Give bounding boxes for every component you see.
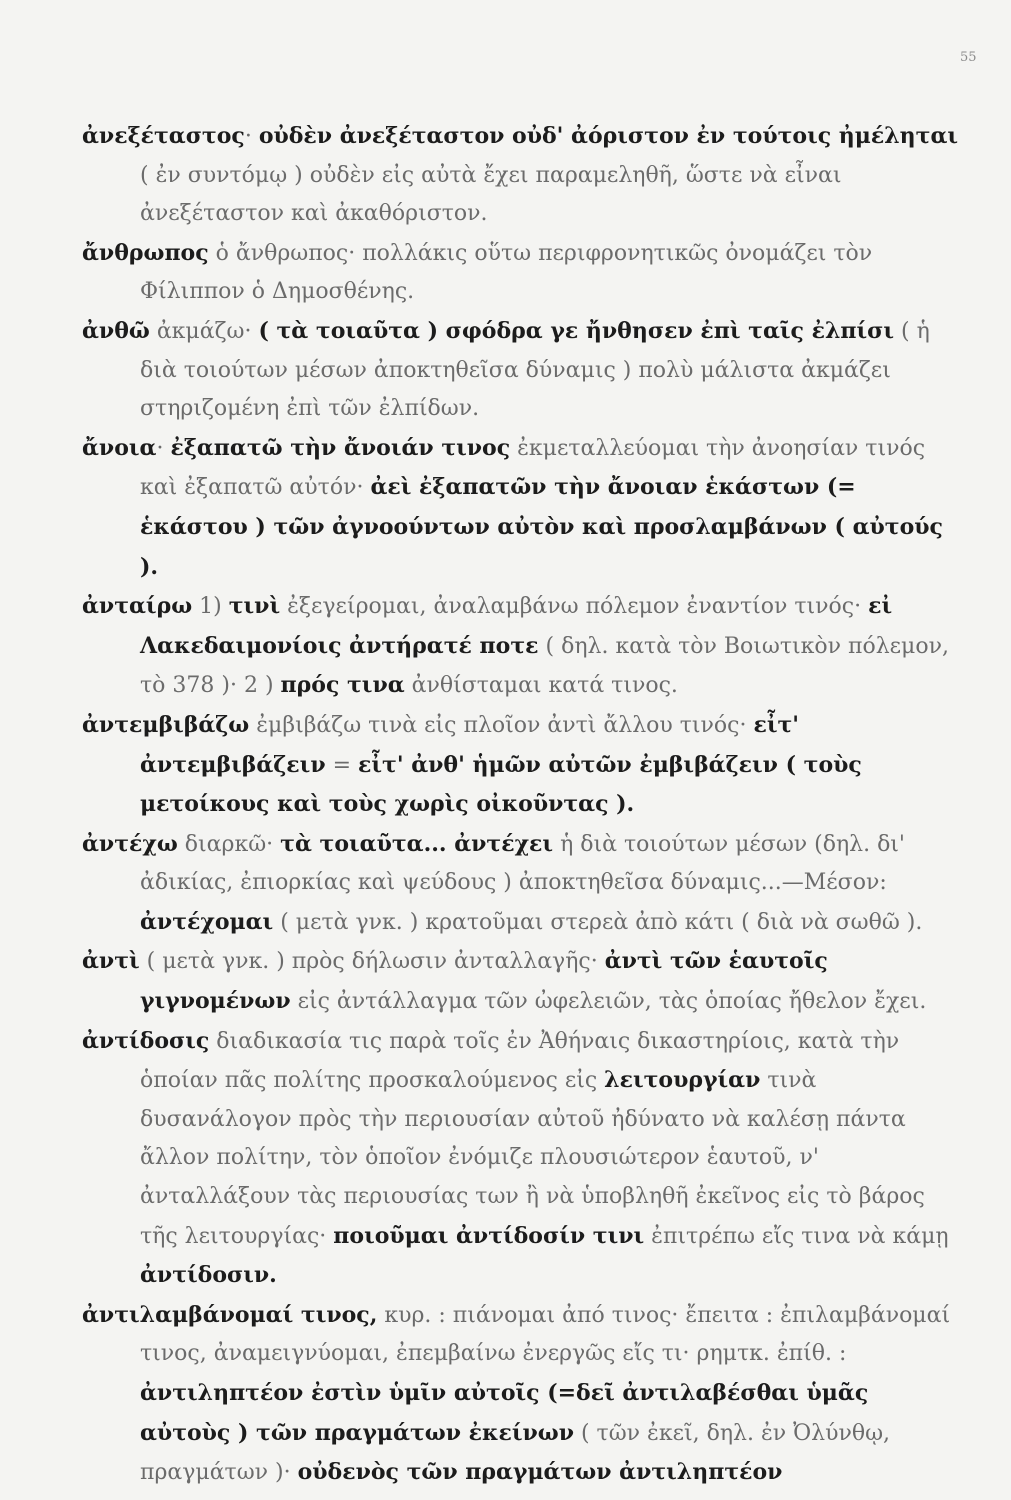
entry-gloss: ( ἐν συντόμῳ ) οὐδὲν εἰς αὐτὰ ἔχει παραμεληθῆ, ὥστε νὰ εἶναι ἀνεξέταστον καὶ ἀκαθόριστον. bbox=[140, 162, 842, 227]
dictionary-entry bbox=[82, 117, 960, 234]
entry-gloss: ( μετὰ γνκ. ) κρατοῦμαι στερεὰ ἀπὸ κάτι ( διὰ νὰ σωθῶ ). bbox=[273, 909, 923, 935]
entry-gloss: διαρκῶ· bbox=[177, 831, 281, 857]
entry-phrase: τινὶ bbox=[228, 593, 281, 620]
entry-headword: ἀνεξέταστος bbox=[82, 123, 245, 149]
entry-headword: ἄνοια bbox=[82, 434, 157, 461]
dictionary-entry bbox=[82, 942, 960, 1021]
entry-phrase: εἰ Λακεδαιμονίοις ἀντήρατέ ποτε bbox=[140, 593, 893, 659]
entry-text bbox=[82, 706, 960, 825]
entry-phrase: ἀντιληπτέον ἐστὶν ὑμῖν αὐτοῖς (=δεῖ ἀντιλαβέσθαι ὑμᾶς αὐτοὺς ) τῶν πραγμάτων ἐκείνων bbox=[140, 1380, 869, 1446]
dictionary-entry bbox=[82, 312, 960, 429]
entry-text bbox=[82, 942, 960, 1021]
entry-text bbox=[82, 1296, 960, 1493]
dictionary-entry bbox=[82, 587, 960, 706]
entry-text bbox=[82, 429, 960, 587]
entry-text bbox=[82, 825, 960, 943]
entry-headword: ἀντίδοσις bbox=[82, 1027, 210, 1054]
entry-headword: ἀντὶ bbox=[82, 948, 140, 975]
entry-phrase: ( τὰ τοιαῦτα ) σφόδρα γε ἤνθησεν ἐπὶ ταῖς ἐλπίσι bbox=[258, 317, 894, 344]
entry-phrase: εἶτ' ἀνθ' ἡμῶν αὐτῶν ἐμβιβάζειν ( τοὺς μετοίκους καὶ τοὺς χωρὶς οἰκοῦντας ). bbox=[140, 751, 862, 818]
entry-gloss: ( τῶν ἐκεῖ, δηλ. ἐν Ὀλύνθῳ, πραγμάτων )· bbox=[140, 1420, 891, 1486]
entry-headword: ἀντιλαμβάνομαί τινος, bbox=[82, 1301, 378, 1328]
entry-text bbox=[82, 1022, 960, 1296]
entry-gloss: ὁ ἄνθρωπος· πολλάκις οὕτω περιφρονητικῶς ὀνομάζει τὸν Φίλιππον ὁ Δημοσθένης. bbox=[140, 240, 873, 305]
entry-gloss: τινὰ δυσανάλογον πρὸς τὴν περιουσίαν αὐτοῦ ἠδύνατο νὰ καλέσῃ πάντα ἄλλον πολίτην, τὸν ὁποῖον ἐνόμιζε πλουσιώτερον ἑαυτοῦ, ν' ἀνταλλάξουν τὰς περιουσίας των ἢ νὰ ὑποβληθῆ ἐκεῖνος εἰς τὸ βάρος τῆς λειτουργίας· bbox=[140, 1068, 925, 1249]
entry-gloss: ( ἡ διὰ τοιούτων μέσων ἀποκτηθεῖσα δύναμις ) πολὺ μάλιστα ἀκμάζει στηριζομένη ἐπὶ τῶν ἐλπίδων. bbox=[140, 318, 930, 422]
entry-gloss: ἐμβιβάζω τινὰ εἰς πλοῖον ἀντὶ ἄλλου τινός· bbox=[249, 712, 754, 738]
entry-gloss: ἐκμεταλλεύομαι τὴν ἀνοησίαν τινός καὶ ἐξαπατῶ αὐτόν· bbox=[140, 435, 926, 501]
entry-headword: ἀνθῶ bbox=[82, 317, 150, 344]
dictionary-entry bbox=[82, 234, 960, 312]
entry-phrase: τὰ τοιαῦτα... ἀντέχει bbox=[280, 830, 554, 857]
entry-headword: ἀντεμβιβάζω bbox=[82, 711, 250, 738]
entry-phrase: οὐδενὸς τῶν πραγμάτων ἀντιληπτέον bbox=[297, 1459, 783, 1486]
entry-phrase: ἀεὶ ἐξαπατῶν τὴν ἄνοιαν ἑκάστων (= ἑκάστου ) τῶν ἀγνοούντων αὐτὸν καὶ προσλαμβάνων ( αὐτούς ). bbox=[140, 474, 943, 580]
entry-headword: ἀνταίρω bbox=[82, 593, 193, 620]
entry-gloss: · bbox=[156, 435, 171, 461]
entry-phrase: πρός τινα bbox=[280, 672, 405, 699]
dictionary-entry bbox=[82, 1022, 960, 1296]
entry-text bbox=[82, 234, 960, 312]
entry-phrase: ἀντίδοσιν. bbox=[140, 1262, 277, 1289]
page-number: 55 bbox=[960, 50, 977, 65]
entry-phrase: οὐδὲν ἀνεξέταστον οὐδ' ἀόριστον ἐν τούτοις ἠμέληται bbox=[258, 123, 959, 149]
entry-gloss: διαδικασία τις παρὰ τοῖς ἐν Ἀθήναις δικαστηρίοις, κατὰ τὴν ὁποίαν πᾶς πολίτης προσκαλούμενος εἰς bbox=[140, 1028, 900, 1094]
entry-phrase: λειτουργίαν bbox=[604, 1067, 761, 1094]
dictionary-entry bbox=[82, 825, 960, 943]
entry-gloss: κυρ. : πιάνομαι ἀπό τινος· ἔπειτα : ἐπιλαμβάνομαί τινος, ἀναμειγνύομαι, ἐπεμβαίνω ἐνεργῶς εἴς τι· ρημτκ. ἐπίθ. : bbox=[140, 1302, 951, 1367]
entry-gloss: ἀνθίσταμαι κατά τινος. bbox=[404, 673, 678, 699]
entry-gloss: · bbox=[244, 124, 259, 149]
entry-phrase: ποιοῦμαι ἀντίδοσίν τινι bbox=[333, 1222, 645, 1249]
entry-gloss: ἀκμάζω· bbox=[149, 318, 259, 344]
entry-phrase: ἐξαπατῶ τὴν ἄνοιάν τινος bbox=[170, 434, 511, 461]
entry-headword: ἄνθρωπος bbox=[82, 239, 209, 266]
entry-gloss: 1) bbox=[192, 594, 229, 620]
entry-gloss: ( δηλ. κατὰ τὸν Βοιωτικὸν πόλεμον, τὸ 378 )· 2 ) bbox=[140, 633, 949, 699]
entry-text bbox=[82, 587, 960, 706]
dictionary-entry bbox=[82, 1296, 960, 1493]
entry-gloss: = bbox=[325, 752, 359, 778]
entry-gloss: ( μετὰ γνκ. ) πρὸς δήλωσιν ἀνταλλαγῆς· bbox=[139, 949, 605, 975]
dictionary-entry bbox=[82, 429, 960, 587]
entry-phrase: εἶτ' ἀντεμβιβάζειν bbox=[140, 711, 800, 778]
entry-phrase: ἀντέχομαι bbox=[140, 908, 274, 935]
dictionary-entries bbox=[82, 117, 960, 1493]
entry-gloss: εἰς ἀντάλλαγμα τῶν ὠφελειῶν, τὰς ὁποίας ἤθελον ἔχει. bbox=[290, 989, 927, 1015]
entry-gloss: ἡ διὰ τοιούτων μέσων (δηλ. δι' ἀδικίας, ἐπιορκίας καὶ ψεύδους ) ἀποκτηθεῖσα δύναμις...—Μέσον: bbox=[140, 831, 905, 896]
entry-headword: ἀντέχω bbox=[82, 830, 178, 857]
entry-text bbox=[82, 117, 960, 234]
dictionary-entry bbox=[82, 706, 960, 825]
entry-phrase: ἀντὶ τῶν ἑαυτοῖς γιγνομένων bbox=[140, 948, 828, 1015]
entry-gloss: ἐπιτρέπω εἴς τινα νὰ κάμῃ bbox=[644, 1223, 949, 1249]
entry-text bbox=[82, 312, 960, 429]
entry-gloss: ἐξεγείρομαι, ἀναλαμβάνω πόλεμον ἐναντίον τινός· bbox=[280, 594, 869, 620]
